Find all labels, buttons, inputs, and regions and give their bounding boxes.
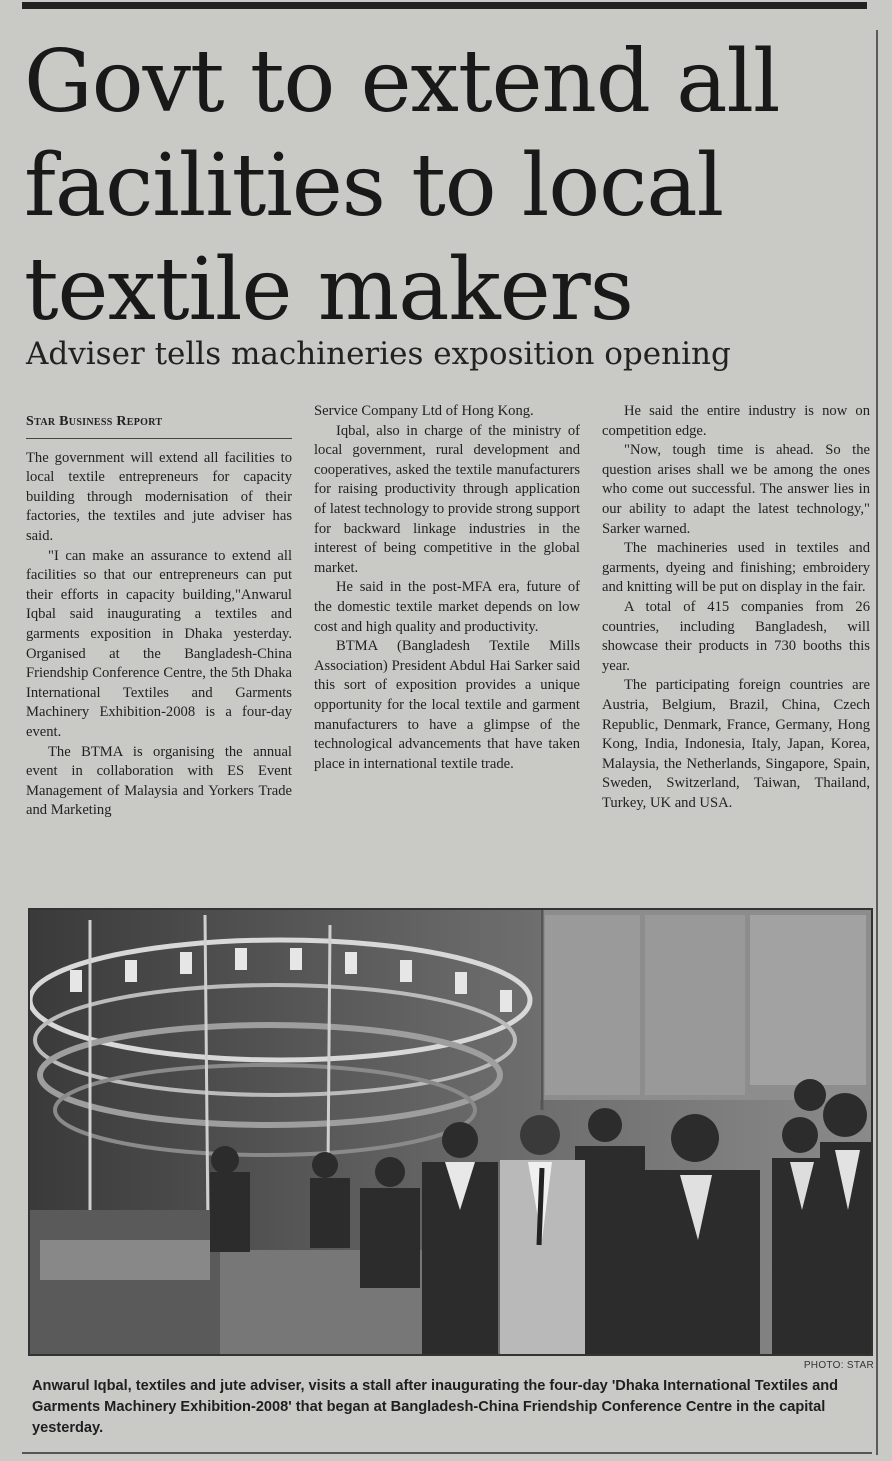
byline: Star Business Report [26, 402, 292, 439]
article-column-3 [602, 402, 870, 813]
paragraph: Iqbal, also in charge of the ministry of local government, rural development and cooperatives, asked the textile manufacturers for raising productivity through application of latest technology to provide strong support for backward linkage industries in the interest of being competitive in the global market. [314, 422, 580, 576]
paragraph: He said the entire industry is now on competition edge. [602, 403, 870, 439]
paragraph: A total of 415 companies from 26 countries, including Bangladesh, will showcase their products in 730 booths this year. [602, 598, 870, 674]
news-photo [28, 908, 873, 1356]
photo-caption: Anwarul Iqbal, textiles and jute adviser, visits a stall after inaugurating the four-day 'Dhaka International Textiles and Garments Machinery Exhibition-2008' that began at Bangladesh-China Friendship Conference Centre in the capital yesterday. [32, 1378, 839, 1436]
paragraph: The machineries used in textiles and garments, dyeing and finishing; embroidery and knitting will be put on display in the fair. [602, 540, 870, 596]
headline [24, 30, 864, 342]
paragraph: Service Company Ltd of Hong Kong. [314, 403, 534, 419]
article-column-2 [314, 402, 580, 774]
headline-line: textile makers [24, 240, 633, 340]
headline-line: facilities to local [24, 136, 724, 236]
bottom-rule [22, 1452, 872, 1454]
photo-credit: PHOTO: STAR [803, 1360, 874, 1371]
paragraph: BTMA (Bangladesh Textile Mills Association) President Abdul Hai Sarker said this sort of exposition provides a unique opportunity for the local textile and garment manufacturers to have a glimpse of the technological advancements that have taken place in international textile trade. [314, 638, 580, 772]
article-column-1 [26, 402, 292, 821]
paragraph: The BTMA is organising the annual event in collaboration with ES Event Management of Malaysia and Yorkers Trade and Marketing [26, 743, 292, 819]
subheadline: Adviser tells machineries exposition opening [26, 336, 731, 372]
paragraph: The participating foreign countries are Austria, Belgium, Brazil, China, Czech Republic, Denmark, France, Germany, Hong Kong, India, Indonesia, Italy, Japan, Korea, Malaysia, the Netherlands, Singapore, Spain, Sweden, Switzerland, Taiwan, Thailand, Turkey, UK and USA. [602, 677, 870, 811]
top-rule [22, 2, 867, 9]
paragraph: The government will extend all facilities to local textile entrepreneurs for capacity building through modernisation of their factories, the textiles and jute adviser has said. [26, 449, 292, 544]
column-rule [876, 30, 878, 1455]
paragraph: He said in the post-MFA era, future of the domestic textile market depends on low cost and high quality and productivity. [314, 579, 580, 635]
photo-illustration [30, 910, 871, 1354]
paragraph: "Now, tough time is ahead. So the question arises shall we be among the ones who come out successful. The answer lies in our ability to adapt the latest technology," Sarker warned. [602, 442, 870, 537]
headline-line: Govt to extend all [24, 32, 780, 132]
paragraph: "I can make an assurance to extend all facilities so that our entrepreneurs can put their efforts in capacity building,"Anwarul Iqbal said inaugurating a textiles and garments exposition in Dhaka yesterday. Organised at the Bangladesh-China Friendship Conference Centre, the 5th Dhaka International Textiles and Garments Machinery Exhibition-2008 is a four-day event. [26, 547, 292, 740]
